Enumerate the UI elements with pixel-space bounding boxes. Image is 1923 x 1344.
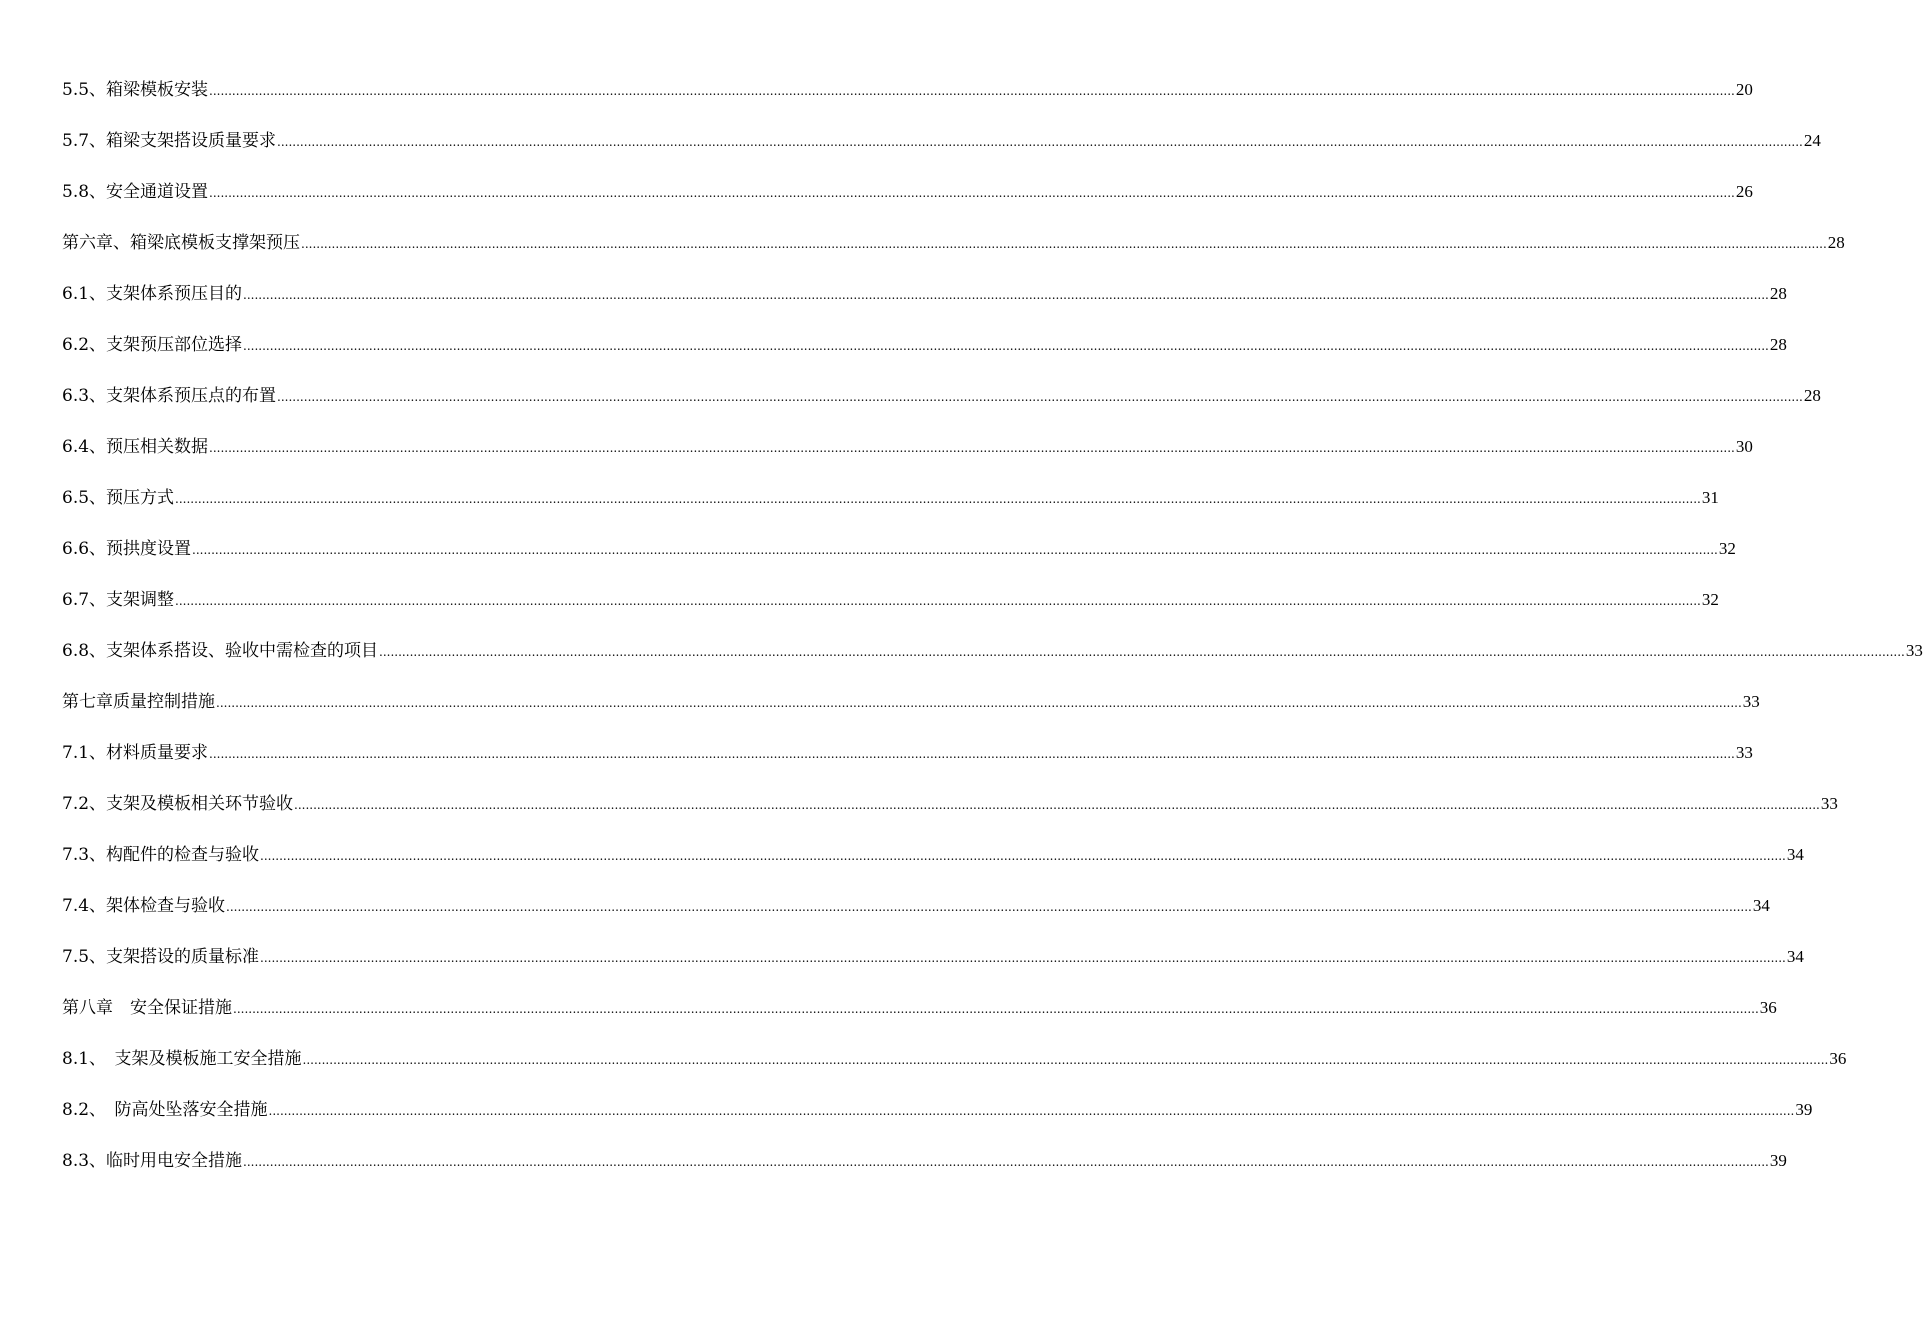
toc-entry-page: 28 [1827,233,1845,252]
toc-entry-page: 31 [1701,488,1719,507]
toc-entry[interactable] [62,129,1821,180]
dot-leader: ................................................................................................................................................................................................................................................................................................................................................................................................................ [209,186,1735,200]
toc-entry[interactable] [62,282,1787,333]
toc-entry[interactable] [62,588,1719,639]
toc-entry-page: 28 [1769,284,1787,303]
toc-entry[interactable] [62,996,1777,1047]
toc-entry[interactable] [62,486,1719,537]
toc-entry[interactable] [62,741,1753,792]
dot-leader: ................................................................................................................................................................................................................................................................................................................................................................................................................ [243,339,1769,353]
toc-entry-title: 6.2、支架预压部位选择 [62,335,243,355]
toc-entry-title: 6.8、支架体系搭设、验收中需检查的项目 [62,641,379,661]
dot-leader: ................................................................................................................................................................................................................................................................................................................................................................................................................ [301,237,1827,251]
dot-leader: ................................................................................................................................................................................................................................................................................................................................................................................................................ [277,390,1803,404]
toc-entry-page: 34 [1752,896,1770,915]
toc-entry[interactable] [62,639,1923,690]
toc-entry[interactable] [62,1047,1847,1098]
dot-leader: ................................................................................................................................................................................................................................................................................................................................................................................................................ [379,645,1905,659]
dot-leader: ................................................................................................................................................................................................................................................................................................................................................................................................................ [226,900,1752,914]
toc-entry[interactable] [62,894,1770,945]
toc-entry[interactable] [62,231,1845,282]
toc-entry-page: 39 [1795,1100,1813,1119]
toc-entry-page: 36 [1759,998,1777,1017]
dot-leader: ................................................................................................................................................................................................................................................................................................................................................................................................................ [268,1104,1795,1118]
toc-entry-title: 8.1、 支架及模板施工安全措施 [62,1049,302,1069]
dot-leader: ................................................................................................................................................................................................................................................................................................................................................................................................................ [209,747,1735,761]
dot-leader: ................................................................................................................................................................................................................................................................................................................................................................................................................ [260,849,1786,863]
dot-leader: ................................................................................................................................................................................................................................................................................................................................................................................................................ [216,696,1742,710]
toc-entry-page: 20 [1735,80,1753,99]
toc-entry-page: 36 [1829,1049,1847,1068]
toc-entry-title: 6.4、预压相关数据 [62,437,209,457]
toc-entry-title: 8.3、临时用电安全措施 [62,1151,243,1171]
toc-entry-title: 第七章质量控制措施 [62,692,215,712]
toc-entry[interactable] [62,1149,1787,1200]
toc-entry-title: 7.5、支架搭设的质量标准 [62,947,260,967]
table-of-contents [62,78,1923,1200]
toc-entry-page: 34 [1786,947,1804,966]
toc-entry-title: 5.7、箱梁支架搭设质量要求 [62,131,277,151]
toc-entry-title: 7.1、材料质量要求 [62,743,209,763]
dot-leader: ................................................................................................................................................................................................................................................................................................................................................................................................................ [192,543,1718,557]
toc-entry[interactable] [62,690,1760,741]
dot-leader: ................................................................................................................................................................................................................................................................................................................................................................................................................ [302,1053,1829,1067]
dot-leader: ................................................................................................................................................................................................................................................................................................................................................................................................................ [175,594,1701,608]
toc-entry[interactable] [62,945,1804,996]
dot-leader: ................................................................................................................................................................................................................................................................................................................................................................................................................ [243,288,1769,302]
toc-entry-page: 33 [1742,692,1760,711]
dot-leader: ................................................................................................................................................................................................................................................................................................................................................................................................................ [260,951,1786,965]
toc-entry-title: 6.7、支架调整 [62,590,175,610]
toc-entry-title: 8.2、 防高处坠落安全措施 [62,1100,268,1120]
dot-leader: ................................................................................................................................................................................................................................................................................................................................................................................................................ [243,1155,1769,1169]
toc-entry-title: 7.3、构配件的检查与验收 [62,845,260,865]
toc-entry-page: 33 [1735,743,1753,762]
toc-entry[interactable] [62,843,1804,894]
toc-entry-page: 24 [1803,131,1821,150]
toc-entry-title: 7.2、支架及模板相关环节验收 [62,794,294,814]
toc-entry-title: 6.5、预压方式 [62,488,175,508]
toc-entry[interactable] [62,78,1753,129]
toc-entry-title: 7.4、架体检查与验收 [62,896,226,916]
toc-entry-title: 5.8、安全通道设置 [62,182,209,202]
toc-entry[interactable] [62,180,1753,231]
dot-leader: ................................................................................................................................................................................................................................................................................................................................................................................................................ [209,441,1735,455]
toc-entry-page: 33 [1905,641,1923,660]
toc-entry[interactable] [62,537,1736,588]
toc-entry-page: 34 [1786,845,1804,864]
dot-leader: ................................................................................................................................................................................................................................................................................................................................................................................................................ [277,135,1803,149]
dot-leader: ................................................................................................................................................................................................................................................................................................................................................................................................................ [175,492,1701,506]
toc-entry-page: 28 [1803,386,1821,405]
toc-entry-page: 33 [1820,794,1838,813]
dot-leader: ................................................................................................................................................................................................................................................................................................................................................................................................................ [233,1002,1759,1016]
toc-entry-title: 第八章 安全保证措施 [62,998,232,1018]
toc-entry-page: 32 [1718,539,1736,558]
toc-entry-page: 26 [1735,182,1753,201]
toc-entry-page: 30 [1735,437,1753,456]
toc-entry-page: 32 [1701,590,1719,609]
toc-entry-title: 6.1、支架体系预压目的 [62,284,243,304]
toc-entry-title: 6.3、支架体系预压点的布置 [62,386,277,406]
toc-entry-title: 第六章、箱梁底模板支撑架预压 [62,233,300,253]
toc-entry-title: 6.6、预拱度设置 [62,539,192,559]
dot-leader: ................................................................................................................................................................................................................................................................................................................................................................................................................ [294,798,1820,812]
toc-entry[interactable] [62,333,1787,384]
dot-leader: ................................................................................................................................................................................................................................................................................................................................................................................................................ [209,84,1735,98]
toc-entry[interactable] [62,435,1753,486]
toc-entry-title: 5.5、箱梁模板安装 [62,80,209,100]
toc-entry-page: 39 [1769,1151,1787,1170]
toc-entry-page: 28 [1769,335,1787,354]
toc-entry[interactable] [62,792,1838,843]
toc-entry[interactable] [62,384,1821,435]
toc-entry[interactable] [62,1098,1813,1149]
